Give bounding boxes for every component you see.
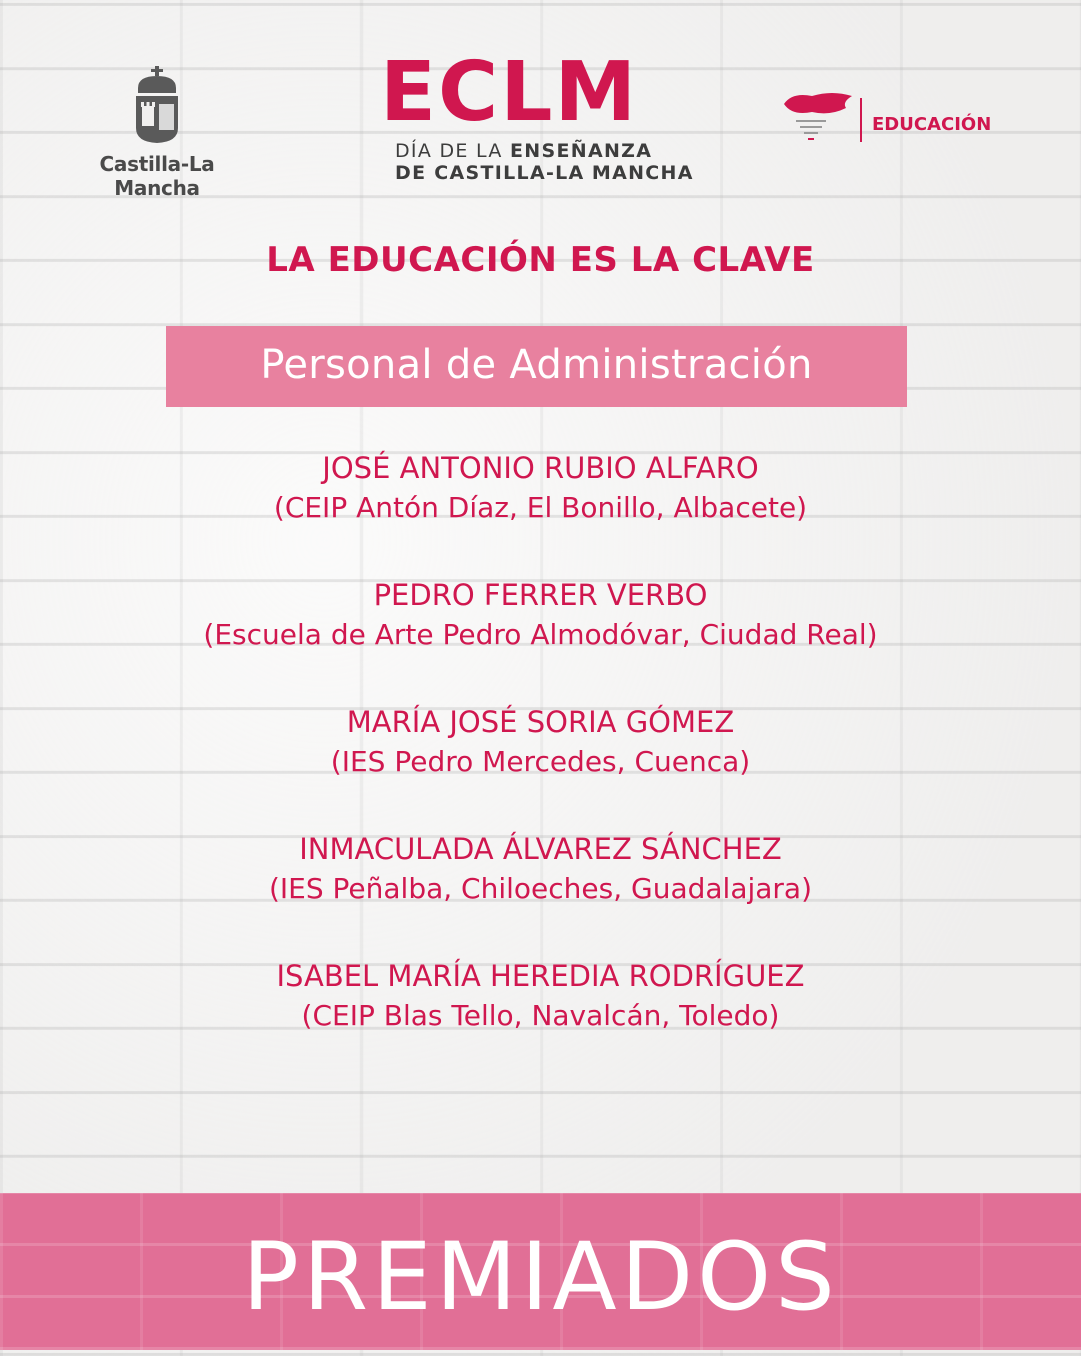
awardee-school: (IES Pedro Mercedes, Cuenca) [330,745,751,778]
premiados-label: PREMIADOS [242,1223,839,1332]
education-department-logo [782,90,1022,150]
list-item [0,829,1081,956]
eclm-subtitle-line1 [395,140,710,162]
eclm-title: ECLM [380,45,639,140]
castilla-la-mancha-logo [62,66,252,200]
eclm-subtitle-line2 [395,162,710,184]
list-item [0,448,1081,575]
eclm-subtitle-line2-part1: DE CASTILLA-LA [395,162,585,184]
region-name: Castilla-La Mancha [99,152,215,200]
eclm-subtitle-line1-bold: ENSEÑANZA [510,140,653,162]
eclm-subtitle-line2-part2: MANCHA [591,162,694,184]
awardee-name: INMACULADA ÁLVAREZ SÁNCHEZ [299,832,782,866]
premiados-banner [0,1193,1081,1350]
coat-of-arms-icon [134,66,180,144]
category-banner [166,326,907,407]
awardee-list [0,448,1081,1083]
education-label: EDUCACIÓN [872,114,992,135]
windmill-hat-icon [782,90,858,150]
awardee-name: JOSÉ ANTONIO RUBIO ALFARO [322,451,759,485]
eclm-logo [380,45,710,184]
list-item [0,575,1081,702]
list-item [0,702,1081,829]
logo-divider [860,98,862,142]
awardee-name: ISABEL MARÍA HEREDIA RODRÍGUEZ [276,959,805,993]
awardee-name: MARÍA JOSÉ SORIA GÓMEZ [346,705,735,739]
headline: LA EDUCACIÓN ES LA CLAVE [266,240,815,280]
eclm-subtitle-line1-normal: DÍA DE LA [395,140,511,162]
awardee-school: (IES Peñalba, Chiloeches, Guadalajara) [268,872,813,905]
awardee-school: (Escuela de Arte Pedro Almodóvar, Ciudad Real) [203,618,878,651]
awardee-school: (CEIP Blas Tello, Navalcán, Toledo) [301,999,780,1032]
awardee-school: (CEIP Antón Díaz, El Bonillo, Albacete) [273,491,808,524]
category-title: Personal de Administración [260,342,813,388]
awardee-name: PEDRO FERRER VERBO [373,578,708,612]
list-item [0,956,1081,1083]
